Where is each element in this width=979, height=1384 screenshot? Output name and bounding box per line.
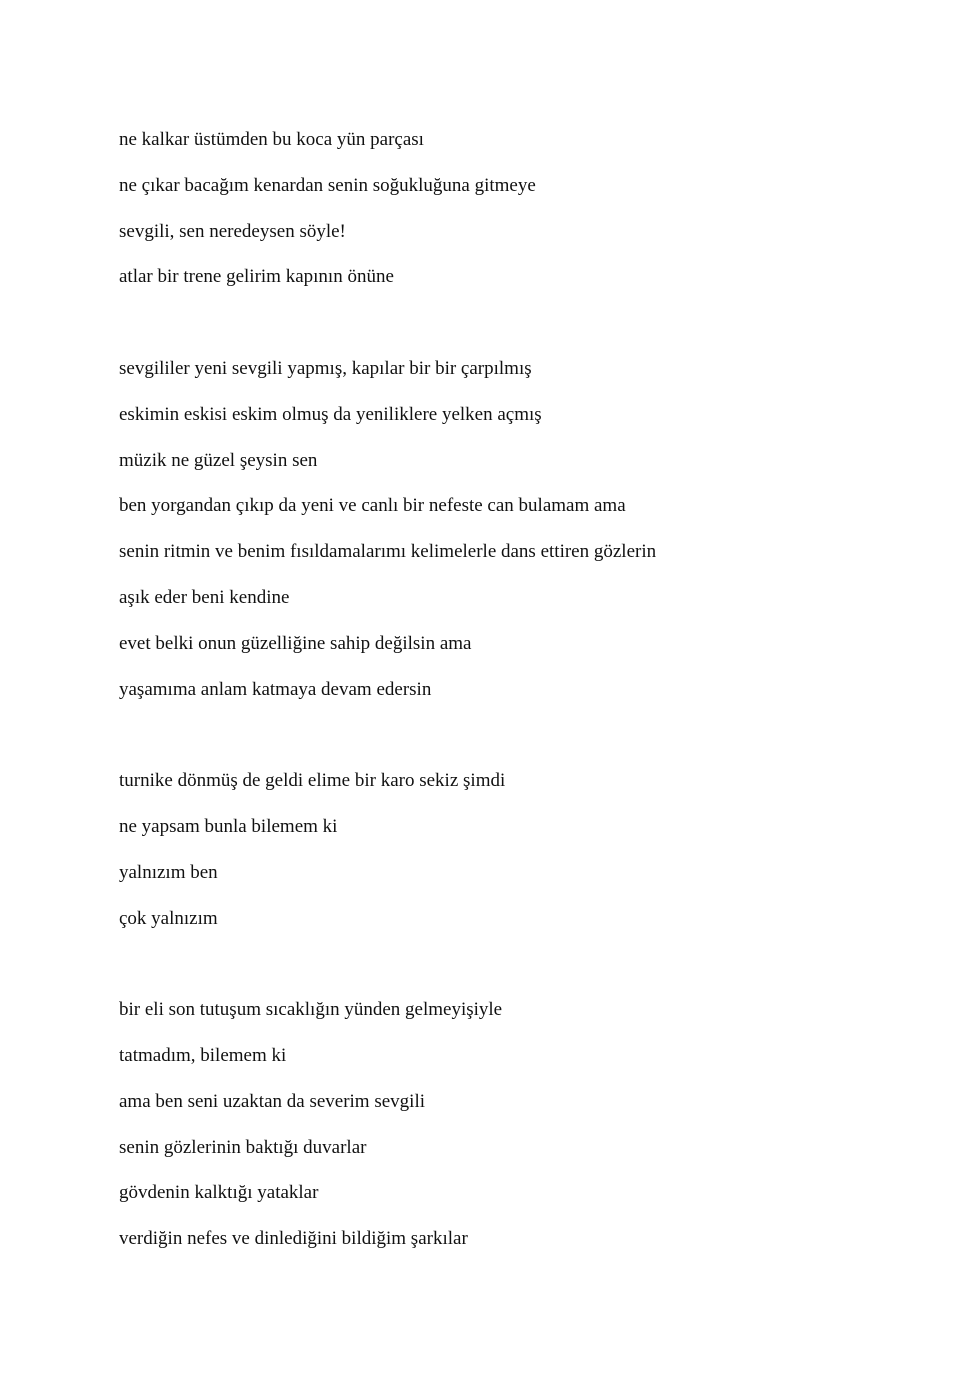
stanza-4 <box>119 987 919 1262</box>
poem-line: verdiğin nefes ve dinlediğini bildiğim şarkılar <box>119 1228 468 1250</box>
stanza-2 <box>119 346 919 712</box>
poem-line: bir eli son tutuşum sıcaklığın yünden gelmeyişiyle <box>119 999 503 1021</box>
poem-line: ne kalkar üstümden bu koca yün parçası <box>119 129 424 150</box>
poem-line: sevgililer yeni sevgili yapmış, kapılar bir bir çarpılmış <box>119 357 532 379</box>
poem-line: müzik ne güzel şeysin sen <box>119 449 318 471</box>
poem-line: senin ritmin ve benim fısıldamalarımı kelimelerle dans ettiren gözlerin <box>119 541 657 563</box>
poem-line: ne çıkar bacağım kenardan senin soğukluğuna gitmeye <box>119 174 536 196</box>
poem-line: yaşamıma anlam katmaya devam edersin <box>119 678 432 700</box>
poem-line: ben yorgandan çıkıp da yeni ve canlı bir nefeste can bulamam ama <box>119 495 626 517</box>
poem-line: ne yapsam bunla bilemem ki <box>119 815 338 837</box>
poem-line: atlar bir trene gelirim kapının önüne <box>119 266 394 288</box>
poem-body <box>119 117 919 1262</box>
poem-line: yalnızım ben <box>119 861 218 883</box>
stanza-3 <box>119 758 919 941</box>
poem-line: evet belki onun güzelliğine sahip değilsin ama <box>119 632 472 654</box>
poem-line: çok yalnızım <box>119 907 218 929</box>
poem-line: sevgili, sen neredeysen söyle! <box>119 220 346 242</box>
poem-line: tatmadım, bilemem ki <box>119 1044 287 1066</box>
poem-line: ama ben seni uzaktan da severim sevgili <box>119 1090 426 1112</box>
stanza-1 <box>119 117 919 300</box>
poem-line: turnike dönmüş de geldi elime bir karo sekiz şimdi <box>119 770 506 792</box>
poem-line: eskimin eskisi eskim olmuş da yeniliklere yelken açmış <box>119 403 542 425</box>
poem-line: gövdenin kalktığı yataklar <box>119 1182 319 1204</box>
poem-line: senin gözlerinin baktığı duvarlar <box>119 1136 367 1158</box>
poem-line: aşık eder beni kendine <box>119 586 290 608</box>
